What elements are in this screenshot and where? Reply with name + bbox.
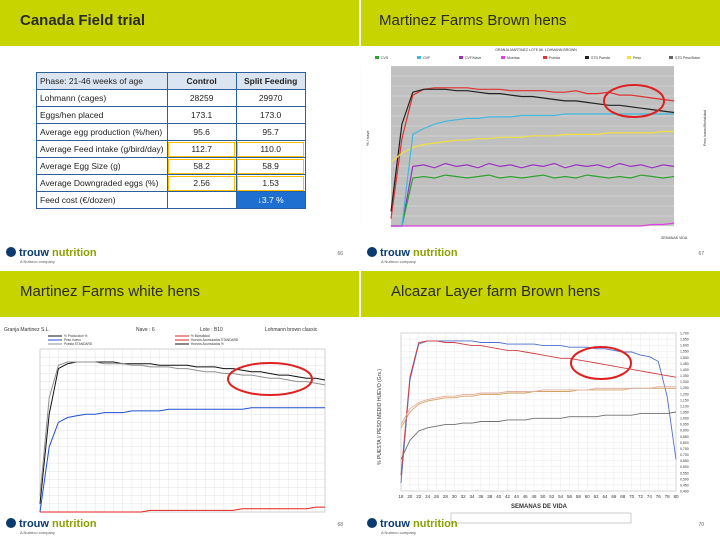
- chart-alcazar: [361, 317, 720, 540]
- y-right-tick: 1,000: [680, 416, 689, 421]
- logo-mark-icon: [367, 518, 377, 528]
- split-value: 95.7: [236, 124, 305, 141]
- y-axis-label: % PUESTA // PESO MEDIO HUEVO (Grs.): [377, 369, 383, 465]
- logo-tagline: A Nutreco company: [381, 530, 416, 535]
- table-header-cell: Split Feeding: [236, 73, 305, 90]
- legend-label: % Producción %: [64, 334, 88, 338]
- company-logo: trouw nutrition: [367, 247, 458, 259]
- slide-footer: [361, 516, 720, 540]
- x-tick: 46: [522, 494, 528, 499]
- legend-swatch: [669, 56, 673, 59]
- x-tick: 72: [638, 494, 644, 499]
- x-tick: 56: [567, 494, 573, 499]
- x-tick: 66: [611, 494, 617, 499]
- x-tick: 22: [416, 494, 422, 499]
- legend-swatch: [375, 56, 379, 59]
- y-right-tick: 0,700: [680, 453, 689, 458]
- company-logo: trouw nutrition: [367, 518, 458, 530]
- x-tick: 80: [673, 494, 679, 499]
- x-tick: 36: [478, 494, 484, 499]
- page-number: 68: [337, 522, 343, 528]
- x-tick: 78: [664, 494, 670, 499]
- y-right-tick: 1,150: [680, 398, 689, 403]
- chart-martinez-white: [0, 317, 359, 517]
- legend-swatch: [627, 56, 631, 59]
- legend-label: Puesta: [549, 56, 560, 60]
- table-header-cell: Control: [167, 73, 236, 90]
- legend-label: Huevos Acumulados %: [191, 342, 224, 346]
- y-right-tick: 1,100: [680, 404, 689, 409]
- table-header-cell: Phase: 21-46 weeks of age: [37, 73, 168, 90]
- x-tick: 30: [451, 494, 457, 499]
- legend-swatch: [417, 56, 421, 59]
- company-logo: trouw nutrition: [6, 247, 97, 259]
- x-tick: 58: [575, 494, 581, 499]
- legend-label: Muertas: [507, 56, 520, 60]
- chart-farm: Granja Martinez S.L.: [4, 327, 50, 333]
- legend-label: Puesta STANDARD: [64, 342, 93, 346]
- y-right-tick: 0,900: [680, 428, 689, 433]
- x-tick: 48: [531, 494, 537, 499]
- x-tick: 44: [513, 494, 519, 499]
- chart-header: GRANJA MARTINEZ LOTE 86. LOHMANN BROWN: [495, 48, 577, 52]
- y-right-tick: 1,350: [680, 374, 689, 379]
- control-value: 28259: [167, 90, 236, 107]
- control-value: 112.7: [167, 141, 236, 158]
- gridlines: [40, 349, 325, 512]
- split-value: 173.0: [236, 107, 305, 124]
- row-label: Average Downgraded eggs (%): [37, 175, 168, 192]
- x-tick: 54: [558, 494, 564, 499]
- slide-footer: [0, 516, 359, 540]
- chart-nave: Nave : 6: [136, 327, 155, 333]
- y-right-tick: 1,550: [680, 349, 689, 354]
- x-tick: 60: [584, 494, 590, 499]
- slide-martinez-white-hens: [0, 271, 359, 540]
- x-axis-label: SEMANAS DE VIDA: [510, 504, 568, 510]
- row-label: Average Feed intake (g/bird/day): [37, 141, 168, 158]
- table-row: [37, 175, 306, 192]
- y-right-tick: 1,500: [680, 355, 689, 360]
- x-tick: 18: [398, 494, 404, 499]
- y-right-tick: 0,950: [680, 422, 689, 427]
- split-value: 29970: [236, 90, 305, 107]
- table-row: [37, 158, 306, 175]
- page-number: 70: [698, 522, 704, 528]
- legend-swatch: [543, 56, 547, 59]
- logo-tagline: A Nutreco company: [381, 259, 416, 264]
- y-right-tick: 1,400: [680, 367, 689, 372]
- y-right-tick: 1,650: [680, 337, 689, 342]
- logo-tagline: A Nutreco company: [20, 530, 55, 535]
- legend-label: Peso huevo: [64, 338, 81, 342]
- y-right-axis-label: Peso huevo/Mortalidad: [703, 110, 707, 146]
- x-tick: 38: [487, 494, 493, 499]
- chart-breed: Lohmann brown classic: [265, 327, 318, 333]
- page-number: 67: [698, 251, 704, 257]
- logo-tagline: A Nutreco company: [20, 259, 55, 264]
- x-tick: 70: [629, 494, 635, 499]
- control-value: 95.6: [167, 124, 236, 141]
- row-label: Average Egg Size (g): [37, 158, 168, 175]
- x-tick: 68: [620, 494, 626, 499]
- legend-label: % Mortalidad: [191, 334, 210, 338]
- slide-title: Martinez Farms Brown hens: [379, 12, 567, 29]
- y-right-tick: 0,750: [680, 446, 689, 451]
- x-tick: 74: [646, 494, 652, 499]
- feed-cost-reduction-badge: ↓3.7 %: [236, 192, 305, 209]
- x-tick: 52: [549, 494, 555, 499]
- row-label: Eggs/hen placed: [37, 107, 168, 124]
- legend-label: CVS: [381, 56, 389, 60]
- chart-legend: [48, 334, 239, 346]
- row-label: Lohmann (cages): [37, 90, 168, 107]
- legend-label: CVF/Nave: [465, 56, 482, 60]
- control-value: [167, 192, 236, 209]
- y-right-tick: 0,400: [680, 489, 689, 494]
- y-right-tick: 1,300: [680, 380, 689, 385]
- slide-title: Martinez Farms white hens: [20, 283, 201, 300]
- x-tick: 50: [540, 494, 546, 499]
- x-ticks: [398, 494, 679, 499]
- table-row: [37, 90, 306, 107]
- x-tick: 76: [655, 494, 661, 499]
- y-right-tick: 0,850: [680, 434, 689, 439]
- x-tick: 64: [602, 494, 608, 499]
- table-row: [37, 124, 306, 141]
- legend-label: STD Peso/Nave: [675, 56, 701, 60]
- x-tick: 62: [593, 494, 599, 499]
- legend-swatch: [459, 56, 463, 59]
- legend-swatch: [501, 56, 505, 59]
- x-tick: 32: [460, 494, 466, 499]
- x-tick: 28: [442, 494, 448, 499]
- slide-martinez-brown-hens: [361, 0, 720, 269]
- legend-label: Huevos Acumulados STANDARD: [191, 338, 239, 342]
- logo-mark-icon: [6, 518, 16, 528]
- table-row: [37, 141, 306, 158]
- slide-footer: [361, 245, 720, 269]
- y-right-tick: 0,500: [680, 477, 689, 482]
- chart-legend: [375, 56, 700, 60]
- company-logo: trouw nutrition: [6, 518, 97, 530]
- table-row: [37, 192, 306, 209]
- y-right-tick: 1,450: [680, 361, 689, 366]
- x-tick: 26: [433, 494, 439, 499]
- logo-mark-icon: [6, 247, 16, 257]
- slide-canada-field-trial: [0, 0, 359, 269]
- control-value: 173.1: [167, 107, 236, 124]
- x-tick: 40: [496, 494, 502, 499]
- y-right-tick: 0,550: [680, 471, 689, 476]
- y-right-ticks: [680, 332, 689, 494]
- slide-title: Canada Field trial: [20, 12, 146, 29]
- y-right-tick: 0,600: [680, 465, 689, 470]
- chart-martinez-brown: [361, 46, 720, 246]
- control-value: 2.56: [167, 175, 236, 192]
- y-right-tick: 1,200: [680, 392, 689, 397]
- table-header-row: [37, 73, 306, 90]
- y-right-tick: 1,050: [680, 410, 689, 415]
- control-value: 58.2: [167, 158, 236, 175]
- x-tick: 34: [469, 494, 475, 499]
- x-tick: 20: [407, 494, 413, 499]
- split-value: 58.9: [236, 158, 305, 175]
- slide-alcazar-brown-hens: [361, 271, 720, 540]
- y-right-tick: 1,250: [680, 386, 689, 391]
- table-row: [37, 107, 306, 124]
- legend-label: OVF: [423, 56, 431, 60]
- legend-swatch: [585, 56, 589, 59]
- x-axis-label: SEMANAS VIDA: [661, 236, 688, 240]
- split-value: 110.0: [236, 141, 305, 158]
- row-label: Average egg production (%/hen): [37, 124, 168, 141]
- logo-mark-icon: [367, 247, 377, 257]
- slide-title: Alcazar Layer farm Brown hens: [391, 283, 601, 300]
- slide-footer: [0, 245, 359, 269]
- y-axis-label: % / nave: [365, 130, 370, 146]
- legend-label: STD Puesta: [591, 56, 610, 60]
- split-value: 1.53: [236, 175, 305, 192]
- y-right-tick: 0,650: [680, 459, 689, 464]
- legend-label: Peso: [633, 56, 641, 60]
- trial-results-table: [36, 72, 306, 209]
- page-number: 66: [337, 251, 343, 257]
- x-tick: 24: [425, 494, 431, 499]
- x-tick: 42: [504, 494, 510, 499]
- y-right-tick: 1,600: [680, 343, 689, 348]
- y-right-tick: 0,450: [680, 483, 689, 488]
- chart-lote: Lote : B10: [200, 327, 223, 333]
- y-right-tick: 1,700: [680, 331, 689, 336]
- row-label: Feed cost (€/dozen): [37, 192, 168, 209]
- y-right-tick: 0,800: [680, 440, 689, 445]
